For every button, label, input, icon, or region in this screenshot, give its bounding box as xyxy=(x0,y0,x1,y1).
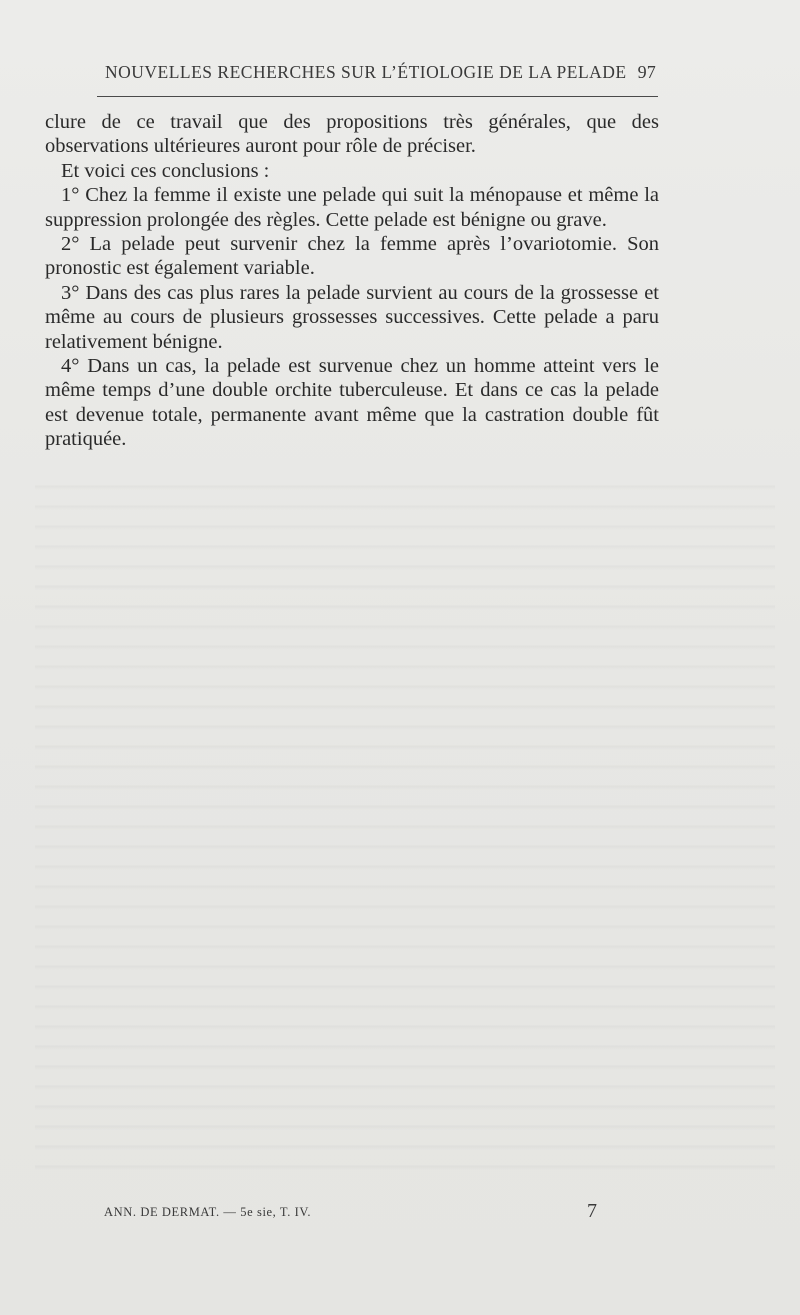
paragraph-conclusion-2: 2° La pelade peut survenir chez la femme après l’ovariotomie. Son pronostic est également variable. xyxy=(45,233,659,280)
paragraph-continuation: clure de ce travail que des propositions très générales, que des observations ultérieures auront pour rôle de préciser. xyxy=(45,111,659,158)
paragraph-conclusion-3: 3° Dans des cas plus rares la pelade survient au cours de la grossesse et même au cours de plusieurs grossesses successives. Cette pelade a paru relativement bénigne. xyxy=(45,281,659,353)
paragraph-conclusion-4: 4° Dans un cas, la pelade est survenue chez un homme atteint vers le même temps d’une double orchite tuberculeuse. Et dans ce cas la pelade est devenue totale, permanente avant même que la castration double fût pratiquée. xyxy=(45,355,659,451)
main-text xyxy=(45,110,659,452)
footer xyxy=(104,1200,597,1222)
paragraph-conclusions-intro: Et voici ces conclusions : xyxy=(61,159,270,182)
running-title: NOUVELLES RECHERCHES SUR L’ÉTIOLOGIE DE LA PELADE xyxy=(105,62,627,82)
header-rule xyxy=(97,96,658,97)
journal-citation: ANN. DE DERMAT. — 5e sie, T. IV. xyxy=(104,1205,312,1219)
running-header xyxy=(45,62,658,90)
page-number: 97 xyxy=(637,62,656,82)
paragraph-conclusion-1: 1° Chez la femme il existe une pelade qui suit la ménopause et même la suppression prolongée des règles. Cette pelade est bénigne ou grave. xyxy=(45,184,659,231)
show-through-texture xyxy=(35,470,775,1170)
signature-mark: 7 xyxy=(587,1200,597,1222)
